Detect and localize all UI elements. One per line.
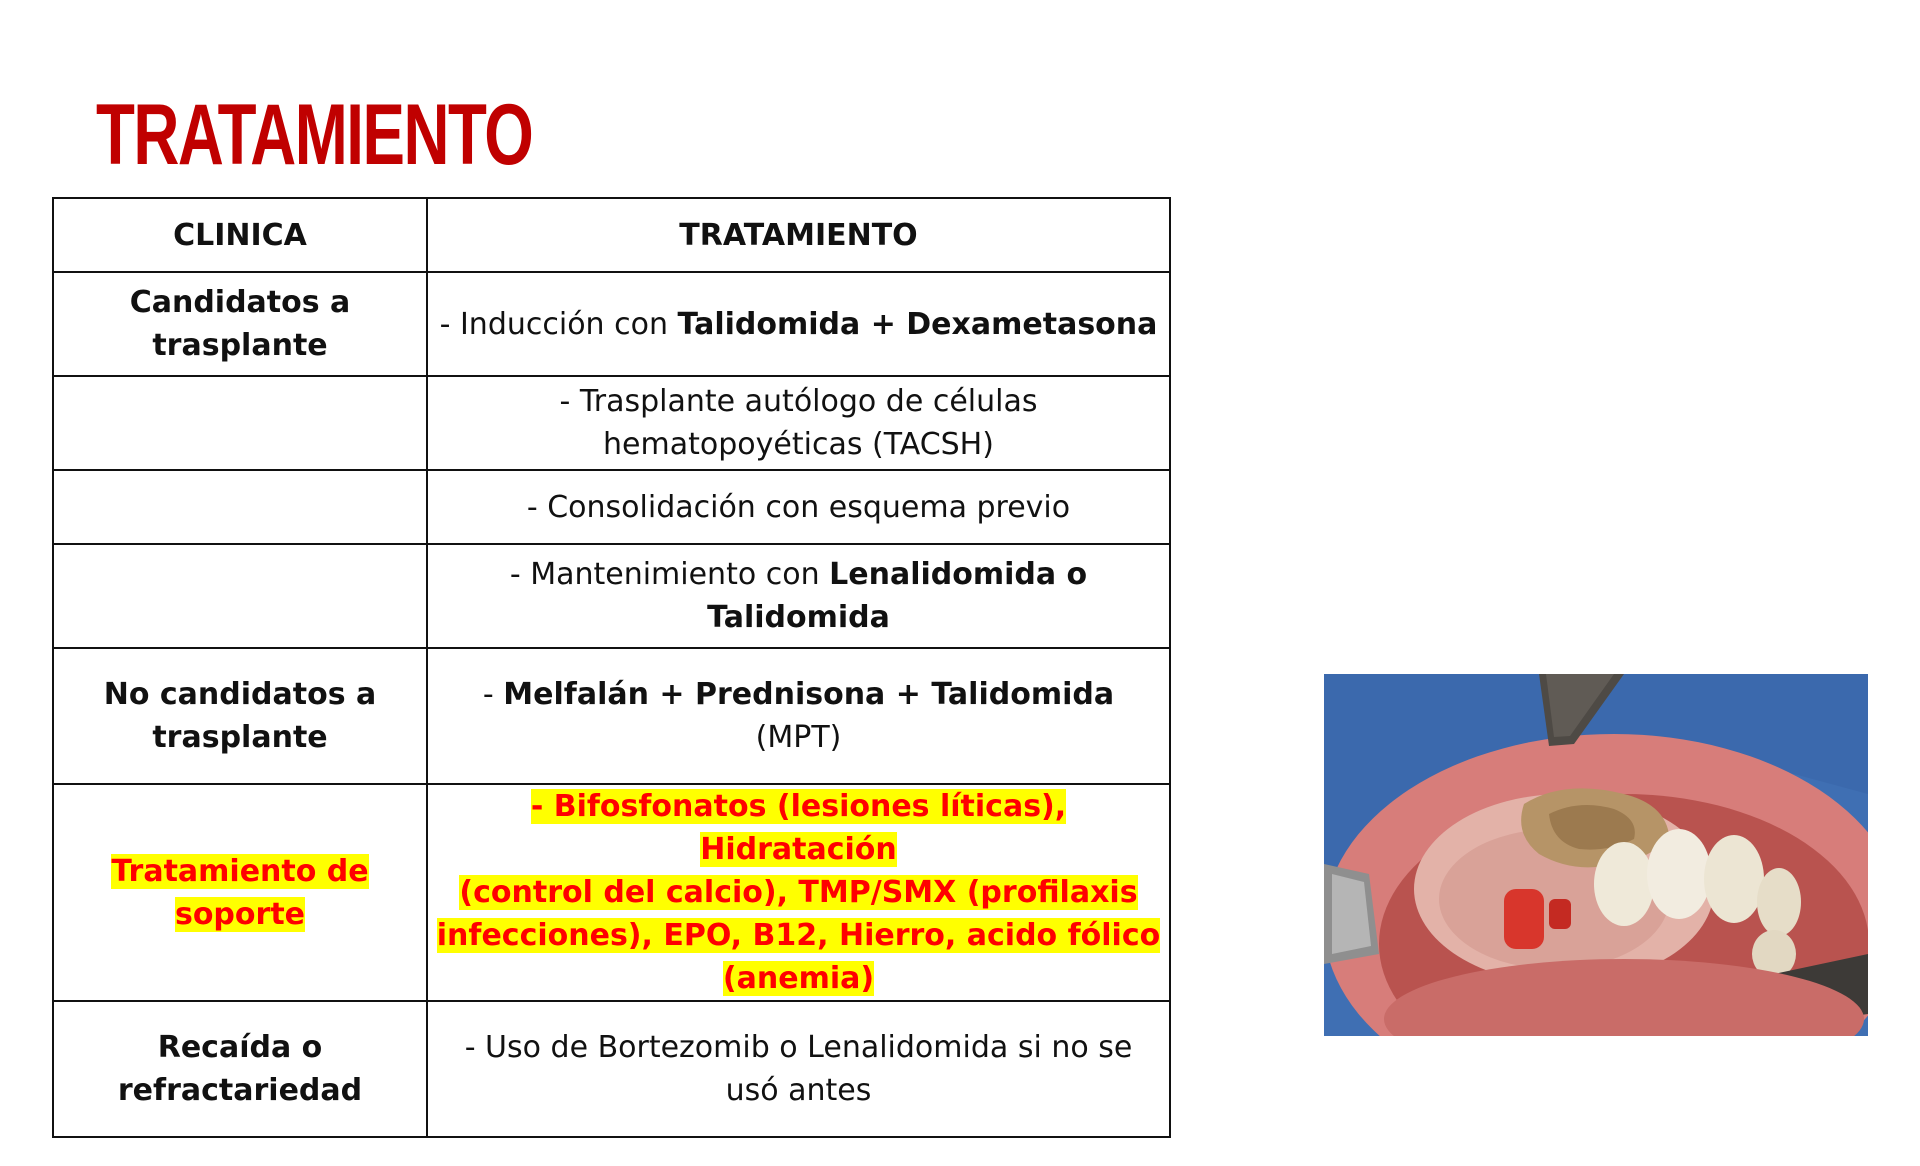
clinica-cell-highlighted xyxy=(53,784,427,1001)
support-line: - Bifosfonatos (lesiones líticas), Hidratación xyxy=(530,789,1067,867)
treatment-text: - Consolidación con esquema previo xyxy=(526,489,1071,525)
slide-title: TRATAMIENTO xyxy=(96,87,533,183)
clinica-line: Recaída o xyxy=(157,1030,323,1065)
table-row xyxy=(53,544,1170,648)
clinica-line: soporte xyxy=(174,896,306,932)
clinica-cell-empty xyxy=(53,376,427,470)
clinica-cell xyxy=(53,272,427,376)
table-row xyxy=(53,376,1170,470)
tratamiento-cell-highlighted xyxy=(427,784,1170,1001)
clinica-cell-empty xyxy=(53,470,427,544)
treatment-text: - Inducción con xyxy=(439,306,678,342)
support-line: infecciones), EPO, B12, Hierro, acido fólico xyxy=(436,918,1161,953)
treatment-table xyxy=(52,197,1171,1138)
clinica-line: Tratamiento de xyxy=(111,853,369,889)
table-header-row xyxy=(53,198,1170,272)
treatment-drug: Melfalán + Prednisona + Talidomida xyxy=(503,677,1115,712)
clinica-cell xyxy=(53,648,427,784)
treatment-text: - Trasplante autólogo de células xyxy=(559,384,1038,419)
table-row xyxy=(53,272,1170,376)
clinica-line: trasplante xyxy=(152,720,328,755)
table-row xyxy=(53,784,1170,1001)
table-row xyxy=(53,1001,1170,1137)
header-clinica: CLINICA xyxy=(53,198,427,272)
treatment-drug: Lenalidomida o xyxy=(829,557,1088,592)
treatment-text: - Uso de Bortezomib o Lenalidomida si no se xyxy=(464,1030,1133,1065)
tratamiento-cell xyxy=(427,376,1170,470)
clinica-line: Candidatos a xyxy=(129,285,351,320)
clinica-cell xyxy=(53,1001,427,1137)
header-tratamiento: TRATAMIENTO xyxy=(427,198,1170,272)
tratamiento-cell xyxy=(427,544,1170,648)
table-row xyxy=(53,470,1170,544)
clinica-line: refractariedad xyxy=(117,1073,363,1108)
table-row xyxy=(53,648,1170,784)
treatment-text: - xyxy=(482,677,504,712)
tratamiento-cell xyxy=(427,470,1170,544)
treatment-text: - Mantenimiento con xyxy=(509,557,830,592)
support-line: (anemia) xyxy=(722,961,875,996)
treatment-text: hematopoyéticas (TACSH) xyxy=(603,427,994,462)
clinical-photo xyxy=(1324,674,1868,1036)
treatment-text: usó antes xyxy=(725,1073,872,1108)
clinica-cell-empty xyxy=(53,544,427,648)
treatment-drug: Talidomida + Dexametasona xyxy=(677,306,1158,342)
clinica-line: No candidatos a xyxy=(103,677,377,712)
clinica-line: trasplante xyxy=(152,328,328,363)
tratamiento-cell xyxy=(427,272,1170,376)
tratamiento-cell xyxy=(427,648,1170,784)
treatment-drug: Talidomida xyxy=(707,600,890,635)
support-line: (control del calcio), TMP/SMX (profilaxis xyxy=(459,875,1138,910)
treatment-text: (MPT) xyxy=(755,720,842,755)
tratamiento-cell xyxy=(427,1001,1170,1137)
